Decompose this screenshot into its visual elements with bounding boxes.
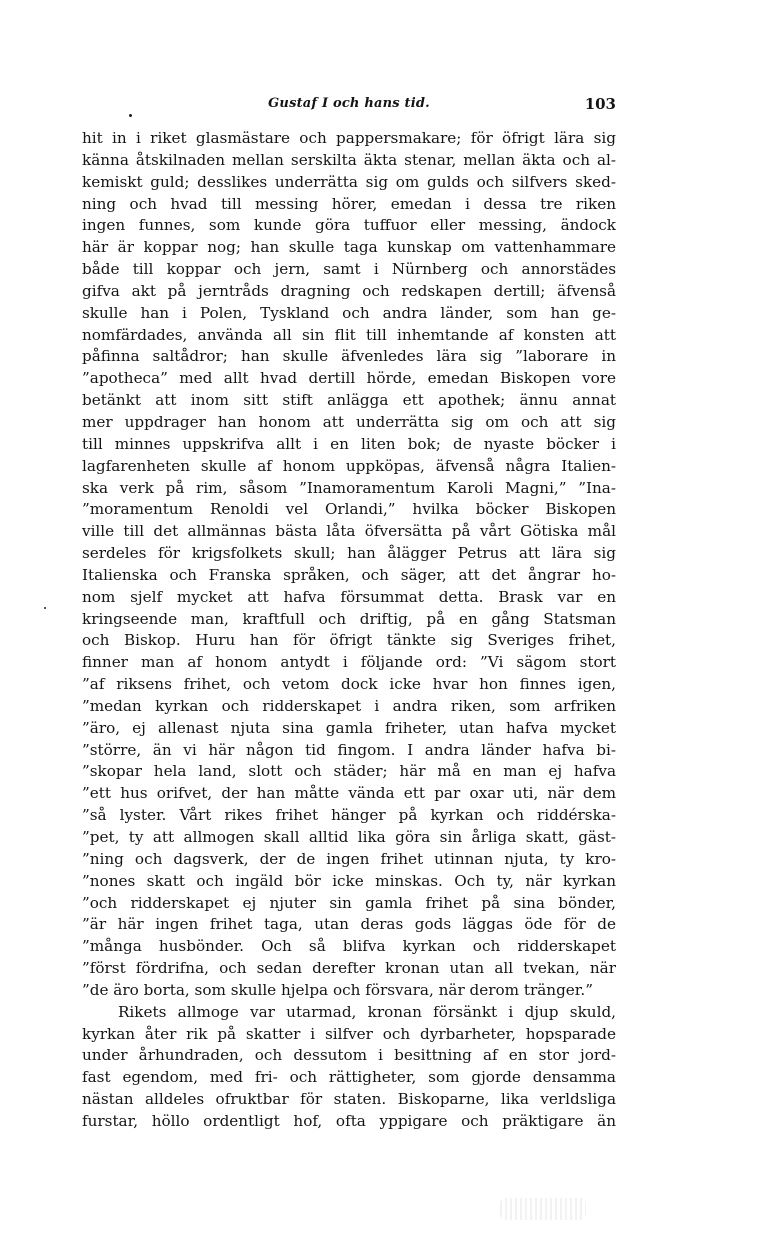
text-line: ”många husbönder. Och så blifva kyrkan och ridderskapet [82,937,616,956]
text-line: ”medan kyrkan och ridderskapet i andra riken, som arfriken [82,696,616,715]
text-line: ville till det allmännas bästa låta öfversätta på vårt Götiska mål [82,522,616,541]
text-line: till minnes uppskrifva allt i en liten bok; de nyaste böcker i [82,434,616,453]
text-line: och Biskop. Huru han för öfrigt tänkte sig Sveriges frihet, [82,631,616,650]
text-line: ”nones skatt och ingäld bör icke minskas. Och ty, när kyrkan [82,871,616,890]
text-line: ska verk på rim, såsom ”Inamoramentum Karoli Magni,” ”Ina- [82,478,616,497]
text-line: betänkt att inom sitt stift anlägga ett apothek; ännu annat [82,391,616,410]
text-line: ”ning och dagsverk, der de ingen frihet utinnan njuta, ty kro- [82,849,616,868]
text-line: här är koppar nog; han skulle taga kunskap om vattenhammare [82,238,616,257]
body-text [82,128,616,1133]
text-line: ingen funnes, som kunde göra tuffuor eller messing, ändock [82,216,616,235]
text-line: ”skopar hela land, slott och städer; här må en man ej hafva [82,762,616,781]
text-line: känna åtskilnaden mellan serskilta äkta stenar, mellan äkta och al- [82,150,616,169]
text-line: ”och ridderskapet ej njuter sin gamla frihet på sina bönder, [82,893,616,912]
text-line: både till koppar och jern, samt i Nürnberg och annorstädes [82,260,616,279]
text-line: ”pet, ty att allmogen skall alltid lika göra sin årliga skatt, gäst- [82,828,616,846]
text-line: ”äro, ej allenast njuta sina gamla friheter, utan hafva mycket [82,718,616,737]
text-line: ”moramentum Renoldi vel Orlandi,” hvilka böcker Biskopen [82,500,616,519]
ink-speck [129,114,132,117]
text-line: påfinna saltådror; han skulle äfvenledes lära sig ”laborare in [82,347,616,366]
text-line: hit in i riket glasmästare och pappersmakare; för öfrigt lära sig [82,129,616,147]
running-head [82,96,616,122]
text-line: lagfarenheten skulle af honom uppköpas, äfvenså några Italien- [82,456,616,475]
text-line: nom sjelf mycket att hafva försummat detta. Brask var en [82,587,616,606]
page-number: 103 [584,95,616,113]
text-line: mer uppdrager han honom att underrätta sig om och att sig [82,412,616,431]
text-line: kemiskt guld; desslikes underrätta sig om gulds och silfvers sked- [82,172,616,191]
text-line: serdeles för krigsfolkets skull; han ålägger Petrus att lära sig [82,544,616,563]
text-line: kringseende man, kraftfull och driftig, på en gång Statsman [82,609,616,628]
running-title: Gustaf I och hans tid. [268,96,430,111]
text-line: ”af riksens frihet, och vetom dock icke hvar hon finnes igen, [82,675,616,694]
text-line: ”så lyster. Vårt rikes frihet hänger på kyrkan och riddérska- [82,806,616,825]
paper-smudge [500,1198,586,1220]
text-line: nästan alldeles ofruktbar för staten. Biskoparne, lika verldsliga [82,1090,616,1109]
text-line: furstar, höllo ordentligt hof, ofta yppigare och präktigare än [82,1111,616,1130]
text-line: ning och hvad till messing hörer, emedan i dessa tre riken [82,194,616,213]
text-line: Rikets allmoge var utarmad, kronan försänkt i djup skuld, [118,1002,616,1021]
text-line: ”apotheca” med allt hvad dertill hörde, emedan Biskopen vore [82,369,616,388]
text-line: kyrkan åter rik på skatter i silfver och dyrbarheter, hopsparade [82,1024,616,1043]
text-line: under århundraden, och dessutom i besittning af en stor jord- [82,1046,616,1065]
ink-speck [44,607,46,609]
text-line: ”är här ingen frihet taga, utan deras gods läggas öde för de [82,915,616,934]
text-line: fast egendom, med fri- och rättigheter, som gjorde densamma [82,1068,616,1087]
text-line: gifva akt på jerntråds dragning och redskapen dertill; äfvenså [82,281,616,300]
text-line: skulle han i Polen, Tyskland och andra länder, som han ge- [82,303,616,322]
text-line: ”först fördrifna, och sedan derefter kronan utan all tvekan, när [82,959,616,978]
text-line: Italienska och Franska språken, och säger, att det ångrar ho- [82,565,616,584]
text-line: ”ett hus orifvet, der han måtte vända ett par oxar uti, när dem [82,784,616,803]
text-line: nomfärdades, använda all sin flit till inhemtande af konsten att [82,325,616,344]
text-line: ”större, än vi här någon tid fingom. I andra länder hafva bi- [82,740,616,759]
text-line: ”de äro borta, som skulle hjelpa och försvara, när derom tränger.” [82,980,593,999]
text-line: finner man af honom antydt i följande ord: ”Vi sägom stort [82,653,616,672]
